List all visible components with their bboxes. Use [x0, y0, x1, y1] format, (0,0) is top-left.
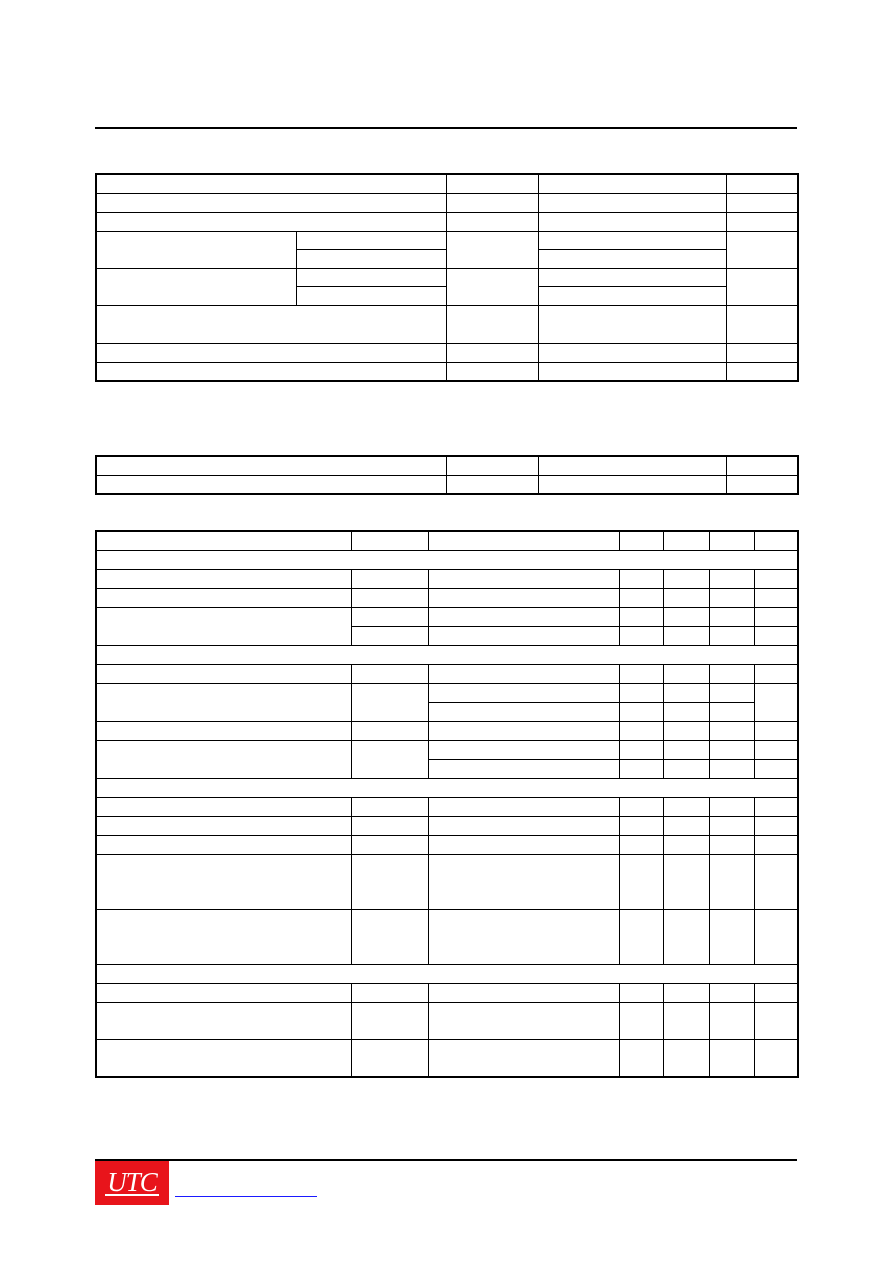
table-row [96, 683, 798, 702]
table-row [96, 816, 798, 835]
table-row [96, 984, 798, 1003]
section-row [96, 965, 798, 984]
table-row [96, 797, 798, 816]
footer-rule [95, 1159, 797, 1161]
header-rule [95, 127, 797, 129]
utc-logo-text: UTC [107, 1167, 157, 1197]
table-row [96, 910, 798, 965]
table-row [96, 588, 798, 607]
table-row [96, 1040, 798, 1077]
table-row [96, 305, 798, 343]
table-row [96, 174, 798, 193]
table-row [96, 721, 798, 740]
section-row [96, 645, 798, 664]
thermal-data-table [95, 455, 799, 495]
table-row [96, 193, 798, 212]
table-row [96, 475, 798, 494]
table-row [96, 268, 798, 286]
table-row [96, 569, 798, 588]
table-row [96, 836, 798, 855]
section-row [96, 550, 798, 569]
table-row [96, 362, 798, 381]
table-header-row [96, 531, 798, 550]
website-link[interactable] [175, 1196, 317, 1197]
table-row [96, 456, 798, 475]
table-row [96, 664, 798, 683]
table-row [96, 343, 798, 362]
electrical-characteristics-table [95, 530, 799, 1078]
table-row [96, 607, 798, 626]
utc-logo [95, 1161, 169, 1205]
section-row [96, 778, 798, 797]
table-row [96, 740, 798, 759]
table-row [96, 231, 798, 249]
table-row [96, 212, 798, 231]
table-row [96, 855, 798, 910]
absolute-maximum-ratings-table [95, 173, 799, 382]
table-row [96, 1003, 798, 1040]
